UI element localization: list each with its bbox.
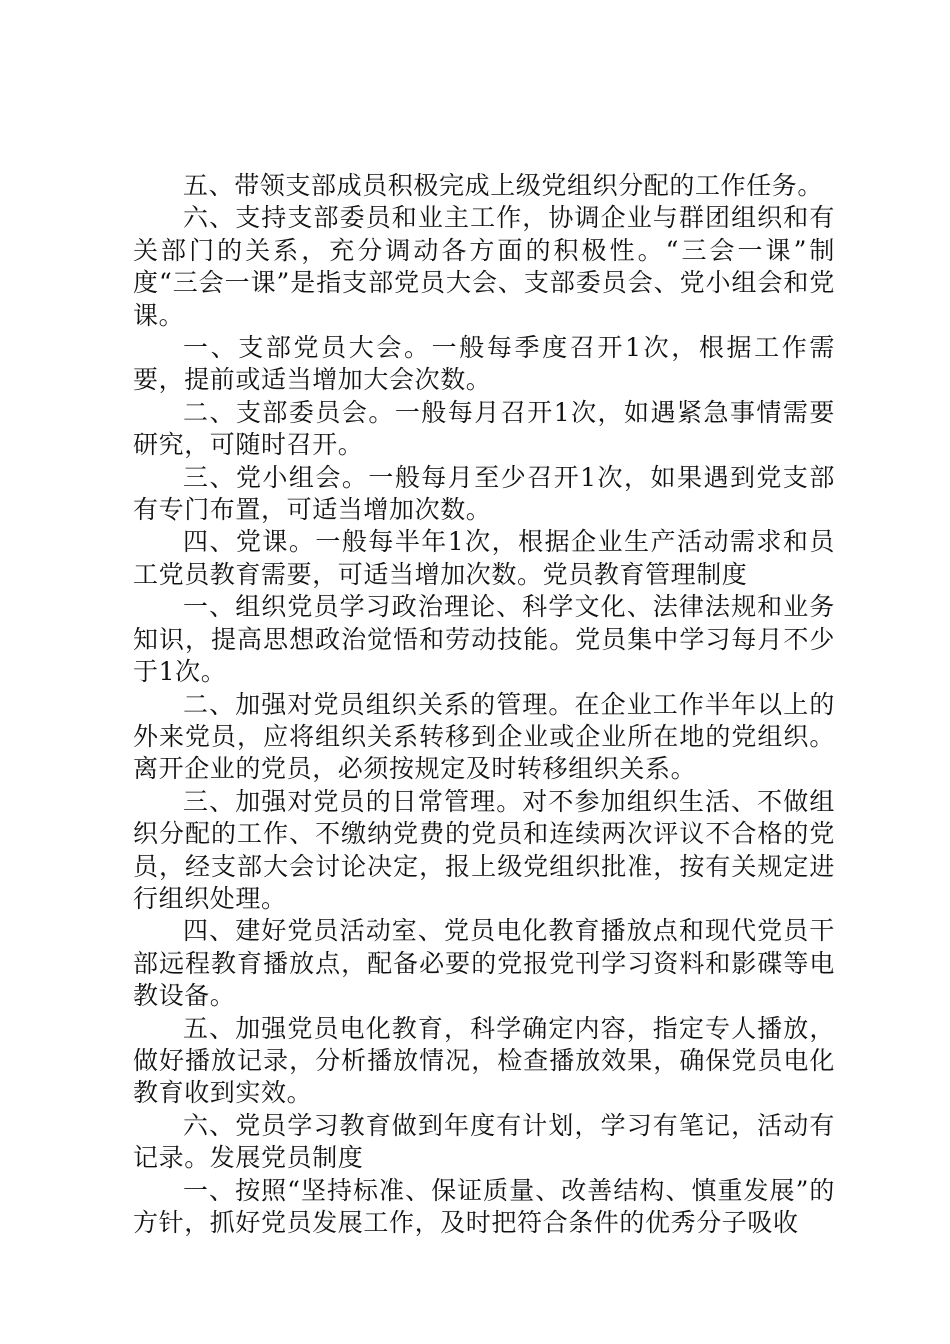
paragraph: 一、组织党员学习政治理论、科学文化、法律法规和业务知识，提高思想政治觉悟和劳动技能。党员集中学习每月不少于1次。 xyxy=(133,592,835,687)
paragraph: 一、按照“坚持标准、保证质量、改善结构、慎重发展”的方针，抓好党员发展工作，及时把符合条件的优秀分子吸收 xyxy=(133,1175,835,1237)
paragraph: 一、支部党员大会。一般每季度召开1次，根据工作需要，提前或适当增加大会次数。 xyxy=(133,333,835,395)
paragraph: 五、带领支部成员积极完成上级党组织分配的工作任务。 xyxy=(183,171,824,200)
paragraph: 六、党员学习教育做到年度有计划，学习有笔记，活动有记录。发展党员制度 xyxy=(133,1110,835,1173)
document-body xyxy=(133,170,835,1239)
paragraph: 三、党小组会。一般每月至少召开1次，如果遇到党支部有专门布置，可适当增加次数。 xyxy=(133,462,835,525)
paragraph: 五、加强党员电化教育，科学确定内容，指定专人播放，做好播放记录，分析播放情况，检查播放效果，确保党员电化教育收到实效。 xyxy=(133,1013,835,1108)
paragraph: 二、加强对党员组织关系的管理。在企业工作半年以上的外来党员，应将组织关系转移到企业或企业所在地的党组织。离开企业的党员，必须按规定及时转移组织关系。 xyxy=(133,689,835,784)
paragraph: 四、建好党员活动室、党员电化教育播放点和现代党员干部远程教育播放点，配备必要的党报党刊学习资料和影碟等电教设备。 xyxy=(133,916,835,1011)
paragraph: 六、支持支部委员和业主工作，协调企业与群团组织和有关部门的关系，充分调动各方面的积极性。“三会一课”制度“三会一课”是指支部党员大会、支部委员会、党小组会和党课。 xyxy=(133,203,835,330)
paragraph: 三、加强对党员的日常管理。对不参加组织生活、不做组织分配的工作、不缴纳党费的党员和连续两次评议不合格的党员，经支部大会讨论决定，报上级党组织批准，按有关规定进行组织处理。 xyxy=(133,786,835,913)
paragraph: 四、党课。一般每半年1次，根据企业生产活动需求和员工党员教育需要，可适当增加次数。党员教育管理制度 xyxy=(133,527,835,589)
paragraph: 二、支部委员会。一般每月召开1次，如遇紧急事情需要研究，可随时召开。 xyxy=(133,397,835,460)
